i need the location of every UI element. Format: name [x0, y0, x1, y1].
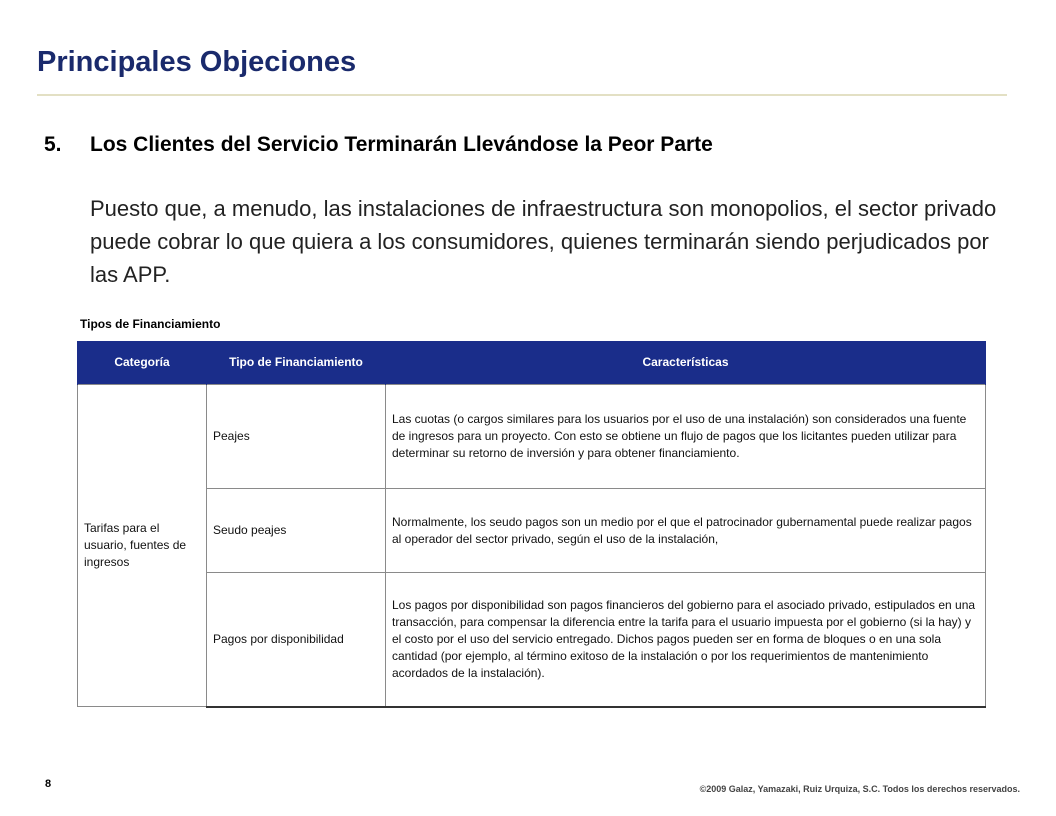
header-characteristics: Características	[386, 341, 986, 385]
page-number: 8	[45, 778, 52, 790]
financing-types-table	[77, 341, 986, 708]
header-financing-type: Tipo de Financiamiento	[207, 341, 386, 385]
category-cell: Tarifas para el usuario, fuentes de ingresos	[78, 385, 207, 707]
copyright-footer: ©2009 Galaz, Yamazaki, Ruiz Urquiza, S.C. Todos los derechos reservados.	[699, 784, 1020, 794]
section-number: 5.	[44, 133, 62, 156]
section-heading	[44, 133, 713, 157]
section-paragraph: Puesto que, a menudo, las instalaciones de infraestructura son monopolios, el sector privado puede cobrar lo que quiera a los consumidores, quienes terminarán siendo perjudicados por las APP.	[90, 196, 997, 287]
characteristics-cell: Los pagos por disponibilidad son pagos financieros del gobierno para el asociado privado, estipulados en una transacción, para compensar la diferencia entre la tarifa para el usuario impuesta por el gobierno (si la hay) y el costo por el uso del servicio entregado. Dichos pagos pueden ser en forma de bloques o en una sola cantidad (por ejemplo, al término exitoso de la instalación o por los requerimientos de mantenimiento acordados de la instalación).	[386, 573, 986, 707]
section-heading-text: Los Clientes del Servicio Terminarán Llevándose la Peor Parte	[90, 133, 713, 156]
table-caption: Tipos de Financiamiento	[80, 317, 221, 331]
characteristics-cell: Las cuotas (o cargos similares para los usuarios por el uso de una instalación) son considerados una fuente de ingresos para un proyecto. Con esto se obtiene un flujo de pagos que los licitantes pueden utilizar para determinar su retorno de inversión y para obtener financiamiento.	[386, 385, 986, 489]
table-header-row	[78, 341, 986, 385]
table-row	[78, 489, 986, 573]
page-title: Principales Objeciones	[37, 46, 357, 78]
financing-type-cell: Seudo peajes	[207, 489, 386, 573]
characteristics-cell: Normalmente, los seudo pagos son un medio por el que el patrocinador gubernamental puede realizar pagos al operador del sector privado, según el uso de la instalación,	[386, 489, 986, 573]
table-row	[78, 573, 986, 707]
table-row	[78, 385, 986, 489]
financing-type-cell: Peajes	[207, 385, 386, 489]
financing-type-cell: Pagos por disponibilidad	[207, 573, 386, 707]
header-category: Categoría	[78, 341, 207, 385]
title-divider	[37, 94, 1007, 96]
